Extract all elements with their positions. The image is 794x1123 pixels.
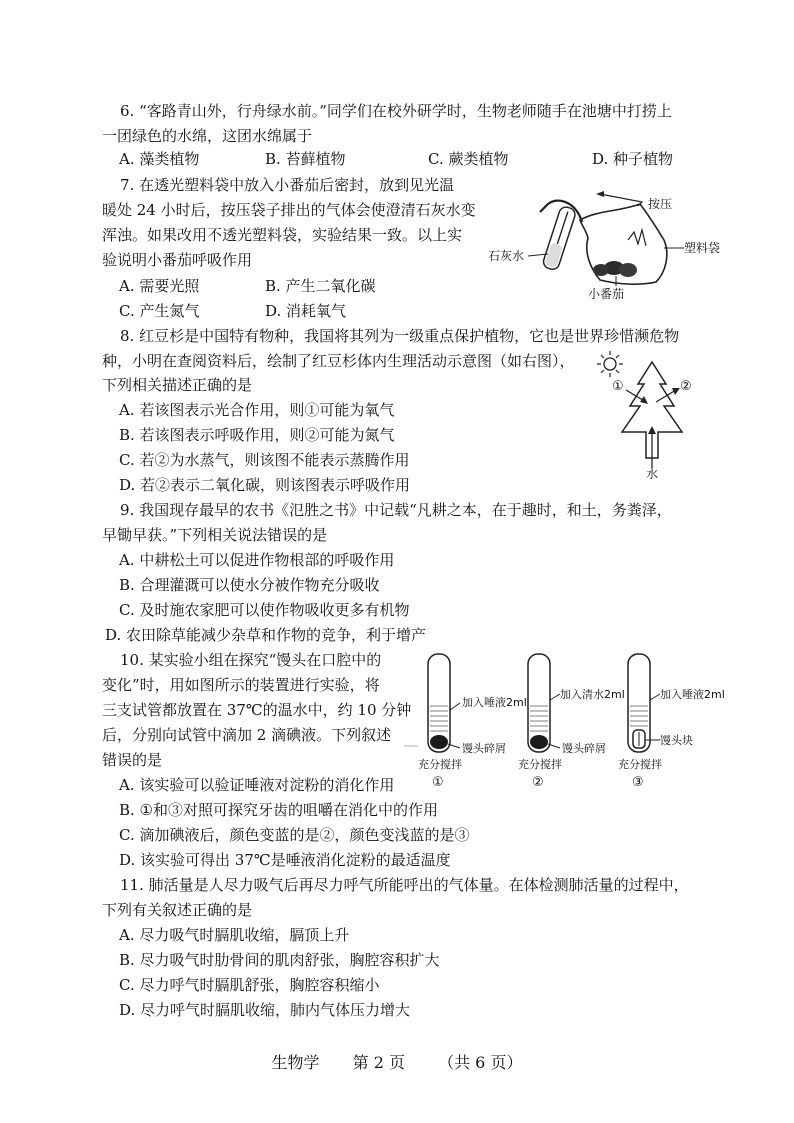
footer-page-total: （共 6 页）: [438, 1053, 523, 1072]
q9-option-a: A. 中耕松土可以促进作物根部的呼吸作用: [119, 551, 395, 569]
q10-stem-line2: 变化”时，用如图所示的装置进行实验，将: [102, 676, 380, 694]
tube-2-content-label: 馒头碎屑: [562, 742, 606, 755]
q7-option-d: D. 消耗氧气: [265, 302, 347, 320]
q7-stem-line3: 浑浊。如果改用不透光塑料袋，实验结果一致。以上实: [102, 226, 463, 244]
q8-yew-tree-figure: [596, 350, 706, 480]
q7-label-tomato: 小番茄: [588, 287, 625, 301]
q8-option-a: A. 若该图表示光合作用，则①可能为氧气: [119, 401, 395, 419]
tube-3-content-label: 馒头块: [660, 734, 693, 747]
tube-1-add-label: 加入唾液2ml: [462, 696, 527, 709]
q7-stem-line4: 验说明小番茄呼吸作用: [102, 251, 253, 269]
tube-2-add-label: 加入清水2ml: [560, 688, 625, 701]
tube-1-stir-label: 充分搅拌: [418, 758, 462, 771]
q6-option-d: D. 种子植物: [592, 150, 674, 168]
q9-stem-line2: 早锄早获。”下列相关说法错误的是: [102, 526, 328, 544]
tube-3-stir-label: 充分搅拌: [618, 758, 662, 771]
q8-option-b: B. 若该图表示呼吸作用，则②可能为氮气: [119, 426, 395, 444]
q11-option-a: A. 尽力吸气时膈肌收缩，膈顶上升: [119, 926, 350, 944]
q7-label-bag: 塑料袋: [684, 241, 721, 255]
q6-option-a: A. 藻类植物: [119, 150, 200, 168]
sun-icon: [597, 351, 623, 377]
q7-option-a: A. 需要光照: [119, 277, 200, 295]
q10-stem-line5: 错误的是: [102, 751, 163, 769]
q7-option-c: C. 产生氮气: [119, 302, 200, 320]
footer-page-number: 第 2 页: [352, 1053, 405, 1072]
q11-option-c: C. 尽力呼气时膈肌舒张，胸腔容积缩小: [119, 976, 380, 994]
q8-stem-line3: 下列相关描述正确的是: [102, 376, 253, 394]
q6-stem-line2: 一团绿色的水绵，这团水绵属于: [102, 127, 313, 145]
q7-stem-line1: 7. 在透光塑料袋中放入小番茄后密封，放到见光温: [120, 176, 455, 194]
q9-option-d: D. 农田除草能减少杂草和作物的竞争，利于增产: [105, 626, 427, 644]
q8-label-2: ②: [680, 379, 692, 394]
tube-3-add-label: 加入唾液2ml: [660, 688, 725, 701]
footer-subject: 生物学: [271, 1053, 320, 1072]
q7-label-press: 按压: [648, 197, 673, 211]
q10-option-a: A. 该实验可以验证唾液对淀粉的消化作用: [119, 776, 395, 794]
q8-option-c: C. 若②为水蒸气，则该图不能表示蒸腾作用: [119, 451, 410, 469]
tube-2-number: ②: [532, 775, 544, 790]
q7-stem-line2: 暖处 24 小时后，按压袋子排出的气体会使澄清石灰水变: [102, 201, 476, 219]
page-footer: [0, 1050, 794, 1073]
q8-stem-line1: 8. 红豆杉是中国特有物种，我国将其列为一级重点保护植物，它也是世界珍惜濒危物: [120, 327, 680, 345]
test-tube-3: [628, 654, 660, 752]
q6-stem-line1: 6. “客路青山外，行舟绿水前。”同学们在校外研学时，生物老师随手在池塘中打捞上: [120, 102, 672, 120]
q11-option-d: D. 尽力呼气时膈肌收缩，肺内气体压力增大: [119, 1001, 411, 1019]
q10-stem-line1: 10. 某实验小组在探究“馒头在口腔中的: [120, 651, 382, 669]
tube-3-number: ③: [632, 775, 644, 790]
q8-label-water: 水: [646, 467, 659, 481]
q8-stem-line2: 种，小明在查阅资料后，绘制了红豆杉体内生理活动示意图（如右图），: [102, 352, 575, 370]
q10-option-d: D. 该实验可得出 37℃是唾液消化淀粉的最适温度: [119, 851, 451, 869]
q10-stem-line4: 后，分别向试管中滴加 2 滴碘液。下列叙述: [102, 726, 392, 744]
q8-option-d: D. 若②表示二氧化碳，则该图表示呼吸作用: [119, 476, 411, 494]
q9-option-b: B. 合理灌溉可以使水分被作物充分吸收: [119, 576, 380, 594]
q7-label-limewater: 石灰水: [488, 249, 525, 263]
tube-2-stir-label: 充分搅拌: [518, 758, 562, 771]
q6-option-c: C. 蕨类植物: [428, 150, 509, 168]
q11-stem-line2: 下列有关叙述正确的是: [102, 901, 253, 919]
q10-stem-line3: 三支试管都放置在 37℃的温水中，约 10 分钟: [102, 701, 412, 719]
q6-option-b: B. 苔藓植物: [265, 150, 346, 168]
q10-test-tubes-figure: [404, 648, 744, 798]
q9-option-c: C. 及时施农家肥可以使作物吸收更多有机物: [119, 601, 410, 619]
test-tube-1: [428, 654, 460, 752]
q8-label-1: ①: [612, 379, 624, 394]
test-tube-2: [528, 654, 560, 752]
tube-1-number: ①: [432, 775, 444, 790]
q10-option-b: B. ①和③对照可探究牙齿的咀嚼在消化中的作用: [119, 801, 439, 819]
q10-option-c: C. 滴加碘液后，颜色变蓝的是②，颜色变浅蓝的是③: [119, 826, 470, 844]
q7-option-b: B. 产生二氧化碳: [265, 277, 376, 295]
q11-option-b: B. 尽力吸气时肋骨间的肌肉舒张，胸腔容积扩大: [119, 951, 440, 969]
q11-stem-line1: 11. 肺活量是人尽力吸气后再尽力呼气所能呼出的气体量。在体检测肺活量的过程中，: [120, 876, 689, 894]
q9-stem-line1: 9. 我国现存最早的农书《氾胜之书》中记载“凡耕之本，在于趣时，和土，务粪泽，: [120, 501, 672, 519]
q7-tomato-bag-figure: [488, 182, 728, 301]
tube-1-content-label: 馒头碎屑: [462, 742, 506, 755]
